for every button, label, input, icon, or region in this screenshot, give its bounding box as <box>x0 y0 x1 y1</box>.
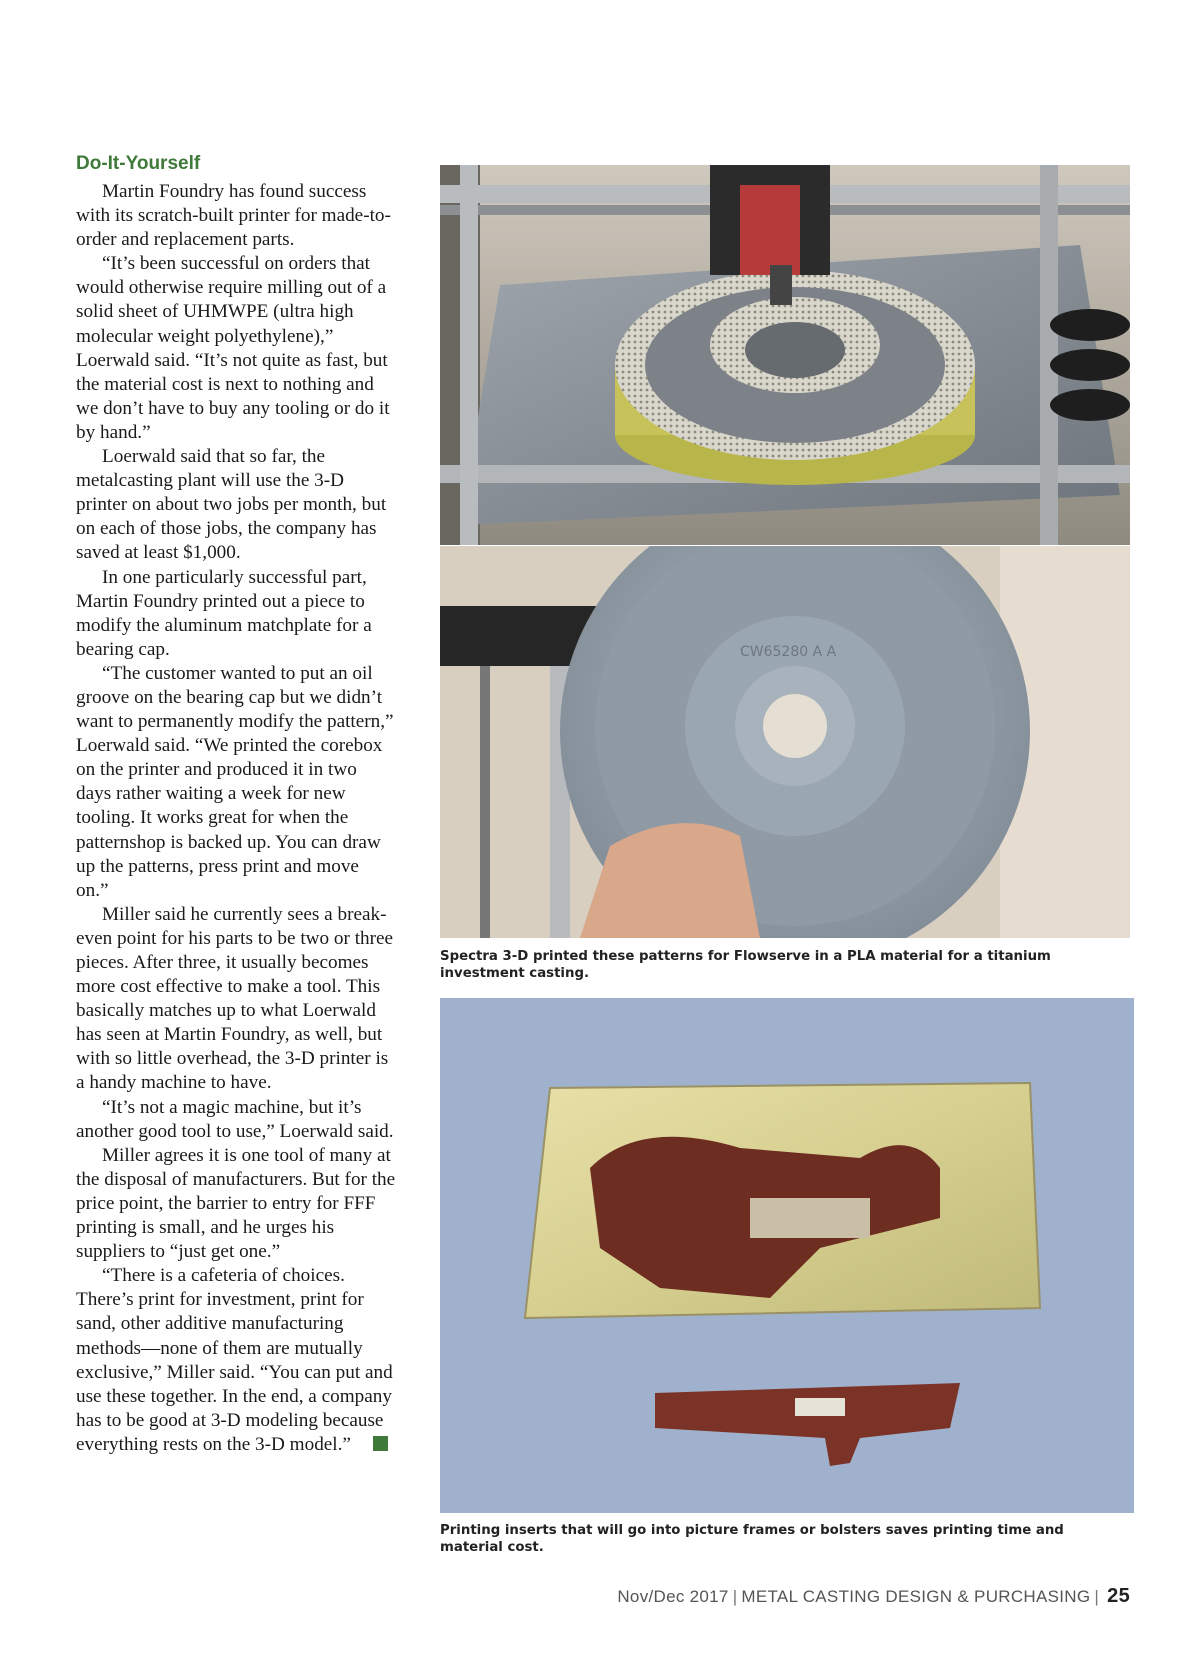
page-footer <box>617 1585 1130 1608</box>
paragraph-last: “There is a cafeteria of choices. There’s print for investment, print for sand, other additive manufacturing methods—none of them are mutually exclusive,” Miller said. “You can put and use these together. In the end, a company has to be good at 3-D modeling because everything rests on the 3-D model.” <box>76 1265 393 1455</box>
pattern-engraving: CW65280 A A <box>740 644 837 660</box>
matchplate-illustration <box>440 998 1134 1513</box>
paragraph: Miller agrees it is one tool of many at the disposal of manufacturers. But for the price point, the barrier to entry for FFF printing is small, and he urges his suppliers to “just get one.” <box>76 1144 396 1263</box>
page-number: 25 <box>1107 1585 1130 1607</box>
photo-3d-printer <box>440 165 1130 545</box>
photo-caption: Printing inserts that will go into picture frames or bolsters saves printing time and material cost. <box>440 1523 1064 1555</box>
end-of-article-mark <box>373 1436 388 1451</box>
photo-printed-pattern <box>440 546 1130 938</box>
paragraph: Miller said he currently sees a break-even point for his parts to be two or three pieces. After three, it usually becomes more cost effective to make a tool. This basically matches up to what Loerwald has seen at Martin Foundry, as well, but with so little overhead, the 3-D printer is a handy machine to have. <box>76 903 394 1094</box>
publication-name: METAL CASTING DESIGN & PURCHASING <box>741 1587 1091 1606</box>
paragraph: In one particularly successful part, Martin Foundry printed out a piece to modify the aluminum matchplate for a bearing cap. <box>76 566 372 660</box>
footer-separator: | <box>732 1587 738 1606</box>
photo-caption: Spectra 3-D printed these patterns for Flowserve in a PLA material for a titanium investment casting. <box>440 949 1051 981</box>
paragraph: Martin Foundry has found success with its scratch-built printer for made-to-order and replacement parts. <box>76 181 391 251</box>
printer-illustration <box>440 165 1130 545</box>
paragraph: Loerwald said that so far, the metalcasting plant will use the 3-D printer on about two jobs per month, but on each of those jobs, the company has saved at least $1,000. <box>76 446 387 564</box>
article-column <box>76 153 396 1457</box>
issue-date: Nov/Dec 2017 <box>617 1587 729 1606</box>
pattern-illustration <box>440 546 1130 938</box>
paragraph: “It’s not a magic machine, but it’s another good tool to use,” Loerwald said. <box>76 1096 394 1142</box>
paragraph: “The customer wanted to put an oil groove on the bearing cap but we didn’t want to permanently modify the pattern,” Loerwald said. “We printed the corebox on the printer and produced it in two days rather waiting a week for new tooling. It works great for when the patternshop is backed up. You can draw up the patterns, press print and move on.” <box>76 662 394 901</box>
footer-separator: | <box>1094 1587 1100 1606</box>
section-heading: Do-It-Yourself <box>76 153 201 174</box>
article-body <box>76 180 396 1457</box>
paragraph: “It’s been successful on orders that would otherwise require milling out of a solid sheet of UHMWPE (ultra high molecular weight polyethylene),” Loerwald said. “It’s not quite as fast, but the material cost is next to nothing and we don’t have to buy any tooling or do it by hand.” <box>76 253 390 443</box>
photo-matchplate-inserts <box>440 998 1134 1513</box>
